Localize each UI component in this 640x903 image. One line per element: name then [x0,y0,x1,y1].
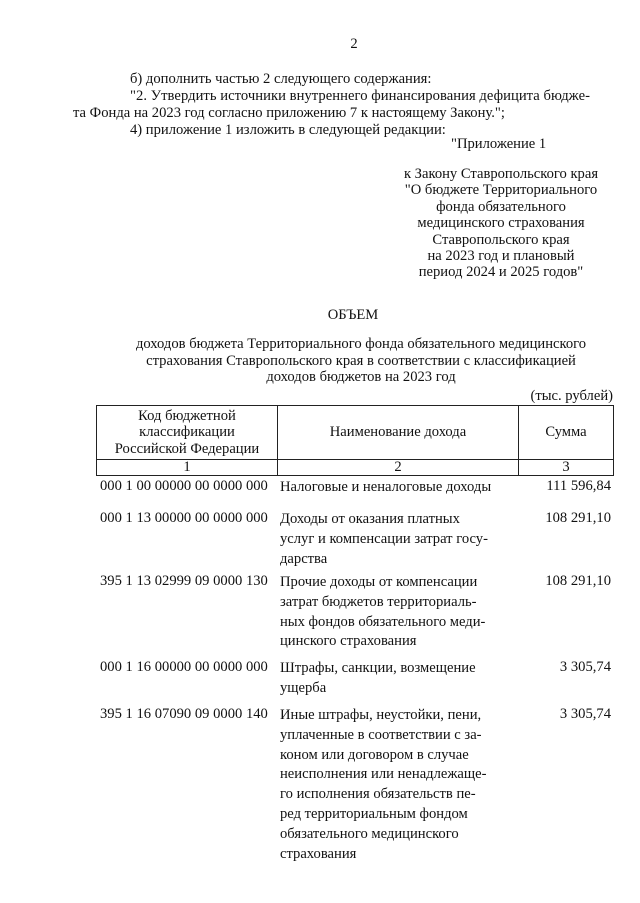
row-name [280,510,512,569]
row-name-line: Иные штрафы, неустойки, пени, [280,707,482,723]
row-code: 395 1 16 07090 09 0000 140 [100,706,268,722]
row-code: 000 1 00 00000 00 0000 000 [100,478,268,494]
row-name-line: неисполнения или ненадлежаще- [280,766,487,783]
row-name-line: страхования [280,845,357,862]
row-name-line: го исполнения обязательств пе- [280,786,476,803]
row-name-line: Доходы от оказания платных [280,511,460,527]
row-amount: 3 305,74 [559,706,611,722]
row-amount: 111 596,84 [546,478,611,494]
row-name-line: коном или договором в случае [280,746,469,763]
row-name-line: Штрафы, санкции, возмещение [280,660,476,676]
row-code: 395 1 13 02999 09 0000 130 [100,573,268,589]
header-code-line: Российской Федерации [114,440,260,457]
appendix-reference-line: медицинского страхования [417,215,585,232]
row-name-line: цинского страхования [280,633,417,650]
subtitle-line: страхования Ставропольского края в соответствии с классификацией [146,352,576,369]
income-table-header [96,405,614,476]
row-code: 000 1 16 00000 00 0000 000 [100,659,268,675]
subtitle-line: доходов бюджета Территориального фонда обязательного медицинского [135,336,587,352]
header-name: Наименование дохода [278,406,519,460]
appendix-reference-line: период 2024 и 2025 годов" [418,264,584,281]
row-name [280,659,512,699]
row-name-line: ред территориальным фондом [280,805,468,822]
header-code-line: Код бюджетной [138,407,236,424]
column-number-row [97,460,614,476]
row-name-line: уплаченные в соответствии с за- [280,726,482,743]
intro-line-3: та Фонда на 2023 год согласно приложению 7 к настоящему Закону."; [73,105,505,121]
row-name-line: Налоговые и неналоговые доходы [280,479,492,495]
row-name-line: Прочие доходы от компенсации [280,574,478,590]
column-number: 2 [278,460,519,476]
header-code-line: классификации [139,424,235,441]
appendix-reference-line: Ставропольского края [432,231,570,248]
units-label: (тыс. рублей) [530,388,613,404]
document-title: ОБЪЕМ [327,307,379,323]
row-name-line: затрат бюджетов территориаль- [280,593,477,610]
appendix-reference [392,166,610,281]
document-subtitle [100,336,622,386]
row-name-line: обязательного медицинского [280,825,459,842]
row-amount: 3 305,74 [559,659,611,675]
appendix-reference-line: к Закону Ставропольского края [403,166,599,182]
page-number: 2 [350,36,358,52]
row-name-line: услуг и компенсации затрат госу- [280,530,488,547]
appendix-title: "Приложение 1 [451,136,547,152]
row-name [280,573,512,652]
table-header-row [97,406,614,460]
appendix-reference-line: "О бюджете Территориального [404,182,598,199]
intro-line-2: "2. Утвердить источники внутреннего финансирования дефицита бюдже- [130,88,591,104]
subtitle-line: доходов бюджетов на 2023 год [266,369,456,385]
row-name-line: ущерба [280,679,327,696]
header-code [97,406,278,460]
row-amount: 108 291,10 [545,510,611,526]
appendix-reference-line: фонда обязательного [436,198,566,215]
appendix-reference-line: на 2023 год и плановый [427,248,575,265]
row-name-line: дарства [280,550,328,567]
row-name [280,706,512,864]
row-name-line: ных фондов обязательного меди- [280,613,486,630]
row-name [280,478,512,498]
intro-line-1: б) дополнить частью 2 следующего содержания: [130,71,432,87]
row-code: 000 1 13 00000 00 0000 000 [100,510,268,526]
row-amount: 108 291,10 [545,573,611,589]
header-amount: Сумма [519,406,614,460]
column-number: 3 [519,460,614,476]
column-number: 1 [97,460,278,476]
intro-line-4: 4) приложение 1 изложить в следующей редакции: [130,122,446,138]
